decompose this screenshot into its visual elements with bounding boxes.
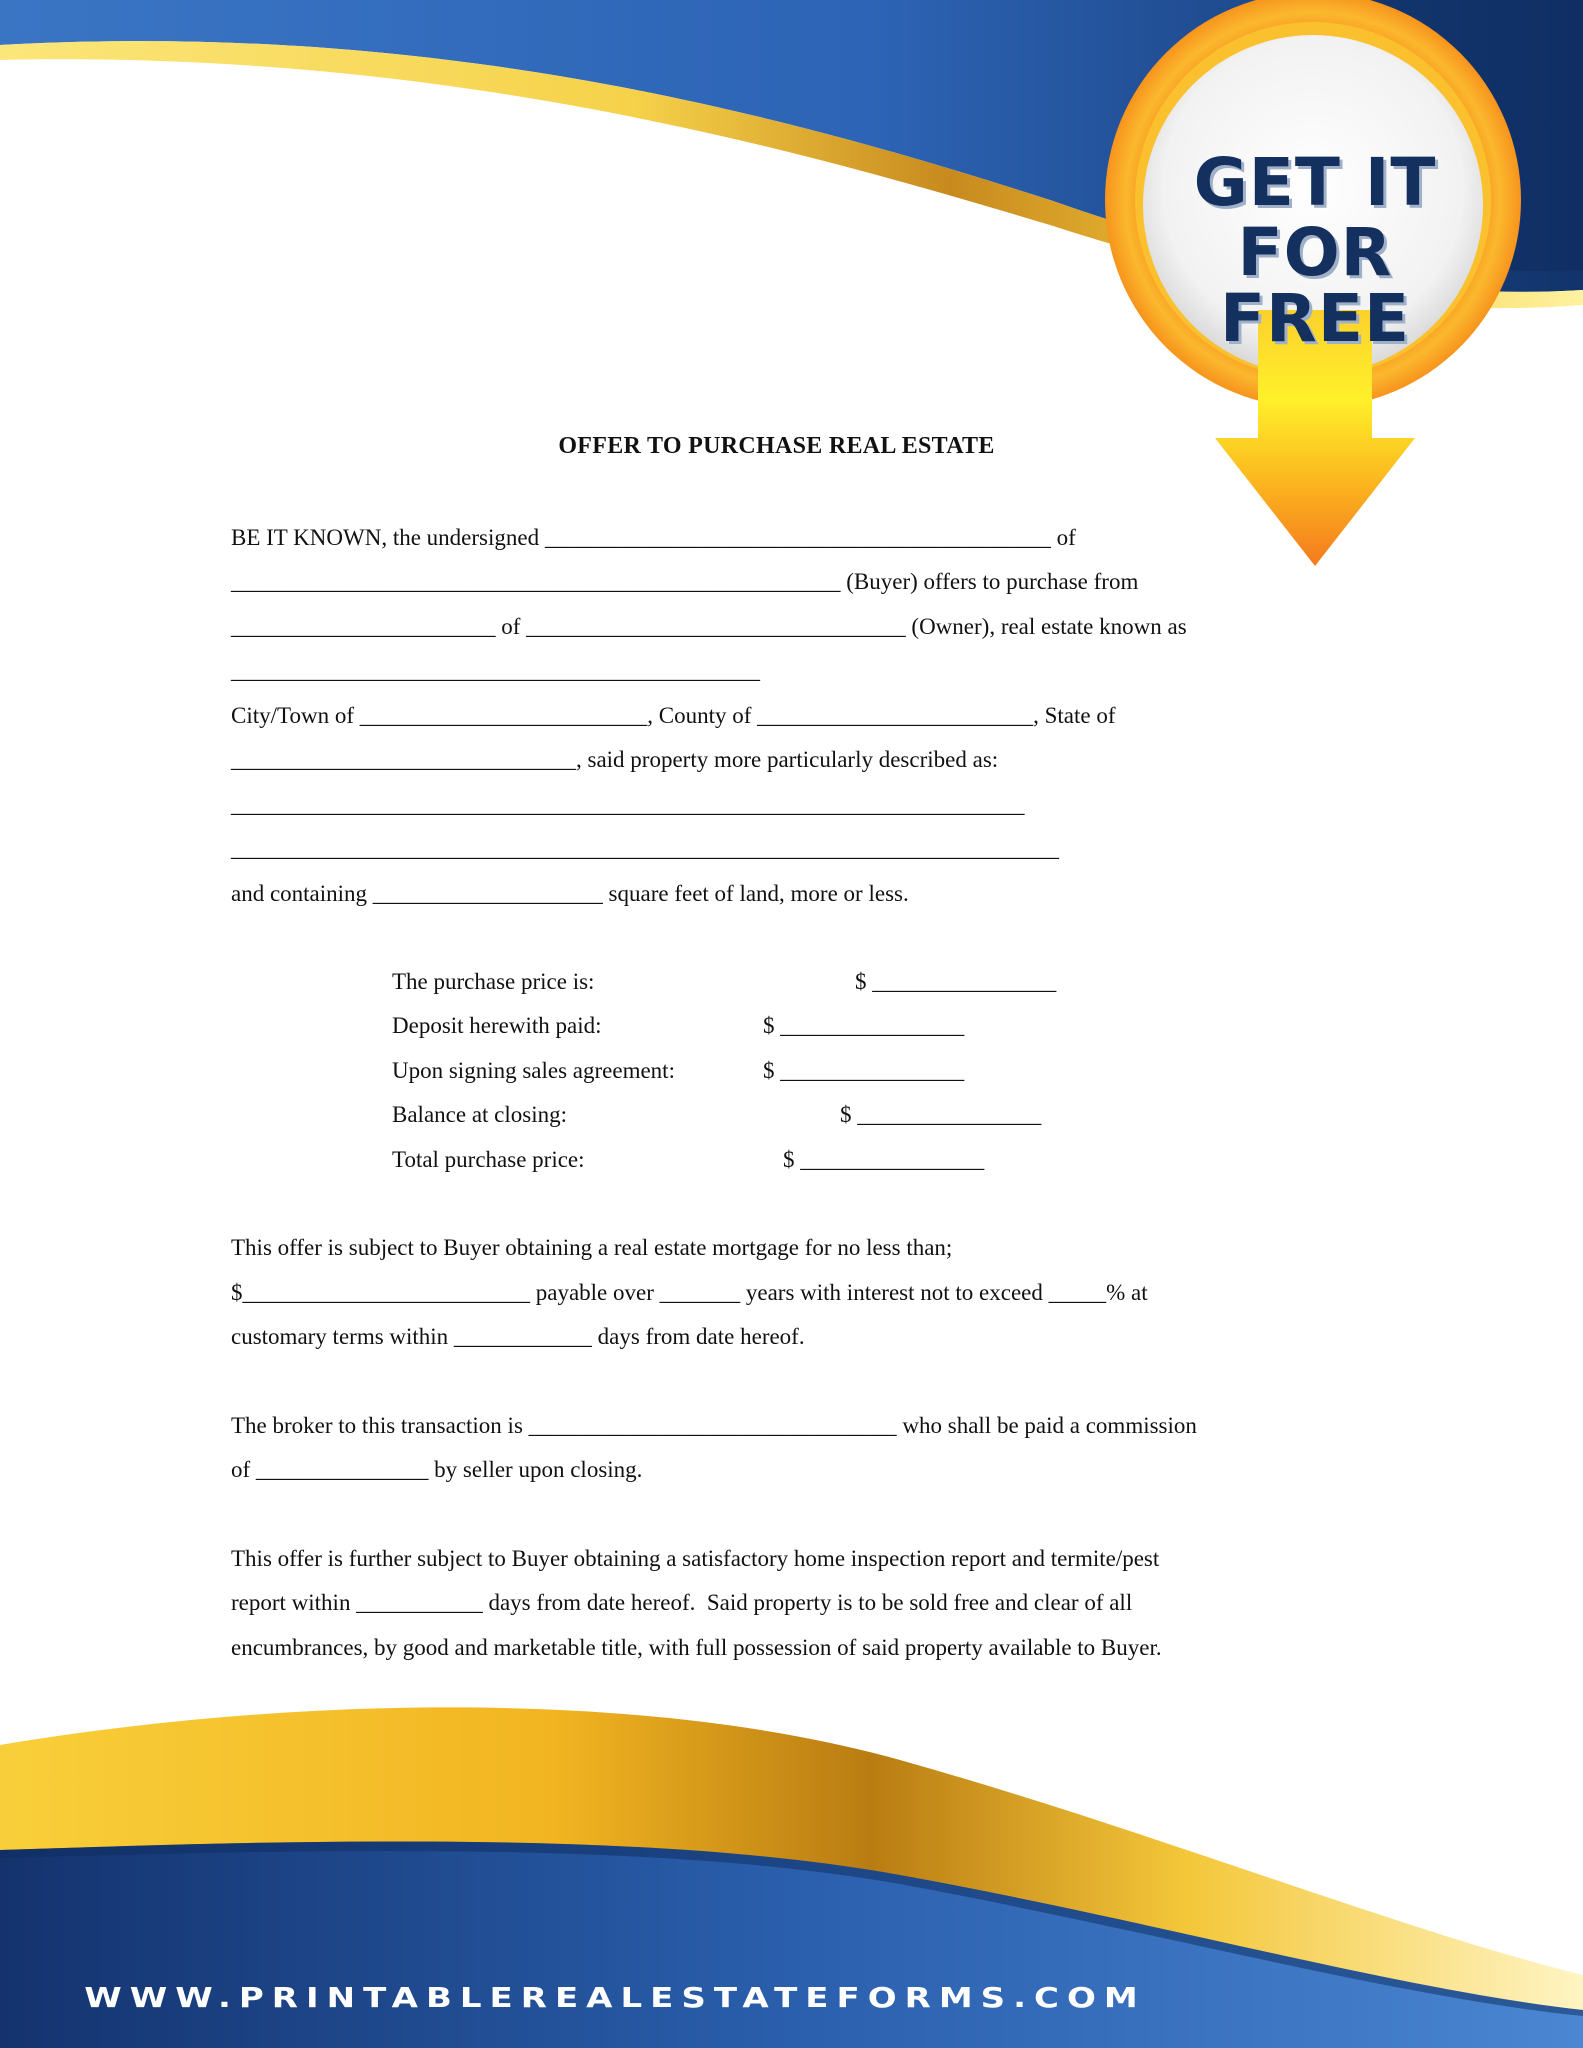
- intro-line-7: _____________________________________________________________________: [231, 792, 1025, 817]
- intro-line-5: City/Town of _________________________, County of ________________________, State of: [231, 703, 1116, 728]
- intro-line-9: and containing ____________________ square feet of land, more or less.: [231, 881, 909, 906]
- price-value-3: $ ________________: [763, 1058, 965, 1083]
- intro-line-2: _____________________________________________________ (Buyer) offers to purchase from: [231, 569, 1139, 594]
- broker-line-2: of _______________ by seller upon closing.: [231, 1457, 643, 1482]
- document-title: OFFER TO PURCHASE REAL ESTATE: [558, 433, 995, 459]
- intro-line-6: ______________________________, said property more particularly described as:: [231, 747, 999, 772]
- intro-line-3: _______________________ of _________________________________ (Owner), real estate known as: [231, 614, 1187, 639]
- price-value-2: $ ________________: [763, 1013, 965, 1038]
- price-label-2: Deposit herewith paid:: [392, 1013, 602, 1038]
- price-label-5: Total purchase price:: [392, 1147, 585, 1172]
- inspection-line-2: report within ___________ days from date hereof. Said property is to be sold free and clear of all: [231, 1590, 1133, 1615]
- badge-line-1: GET IT: [1193, 144, 1437, 221]
- mortgage-line-2: $_________________________ payable over _______ years with interest not to exceed _____% at: [231, 1280, 1148, 1305]
- price-value-4: $ ________________: [840, 1102, 1042, 1127]
- badge-line-2: FOR FREE: [1219, 214, 1411, 357]
- footer-website-url[interactable]: WWW.PRINTABLEREALESTATEFORMS.COM: [84, 1981, 1146, 2015]
- inspection-line-1: This offer is further subject to Buyer obtaining a satisfactory home inspection report and termite/pest: [231, 1546, 1160, 1571]
- price-label-1: The purchase price is:: [392, 969, 595, 994]
- price-value-5: $ ________________: [783, 1147, 985, 1172]
- broker-line-1: The broker to this transaction is ________________________________ who shall be paid a commission: [231, 1413, 1197, 1438]
- inspection-line-3: encumbrances, by good and marketable title, with full possession of said property available to Buyer.: [231, 1635, 1162, 1660]
- intro-line-4: ______________________________________________: [231, 658, 760, 683]
- mortgage-line-1: This offer is subject to Buyer obtaining a real estate mortgage for no less than;: [231, 1235, 953, 1260]
- intro-line-1: BE IT KNOWN, the undersigned ____________________________________________ of: [231, 525, 1076, 550]
- price-label-3: Upon signing sales agreement:: [392, 1058, 675, 1083]
- mortgage-line-3: customary terms within ____________ days from date hereof.: [231, 1324, 805, 1349]
- price-value-1: $ ________________: [855, 969, 1057, 994]
- price-label-4: Balance at closing:: [392, 1102, 567, 1127]
- intro-line-8: ________________________________________________________________________: [231, 836, 1059, 861]
